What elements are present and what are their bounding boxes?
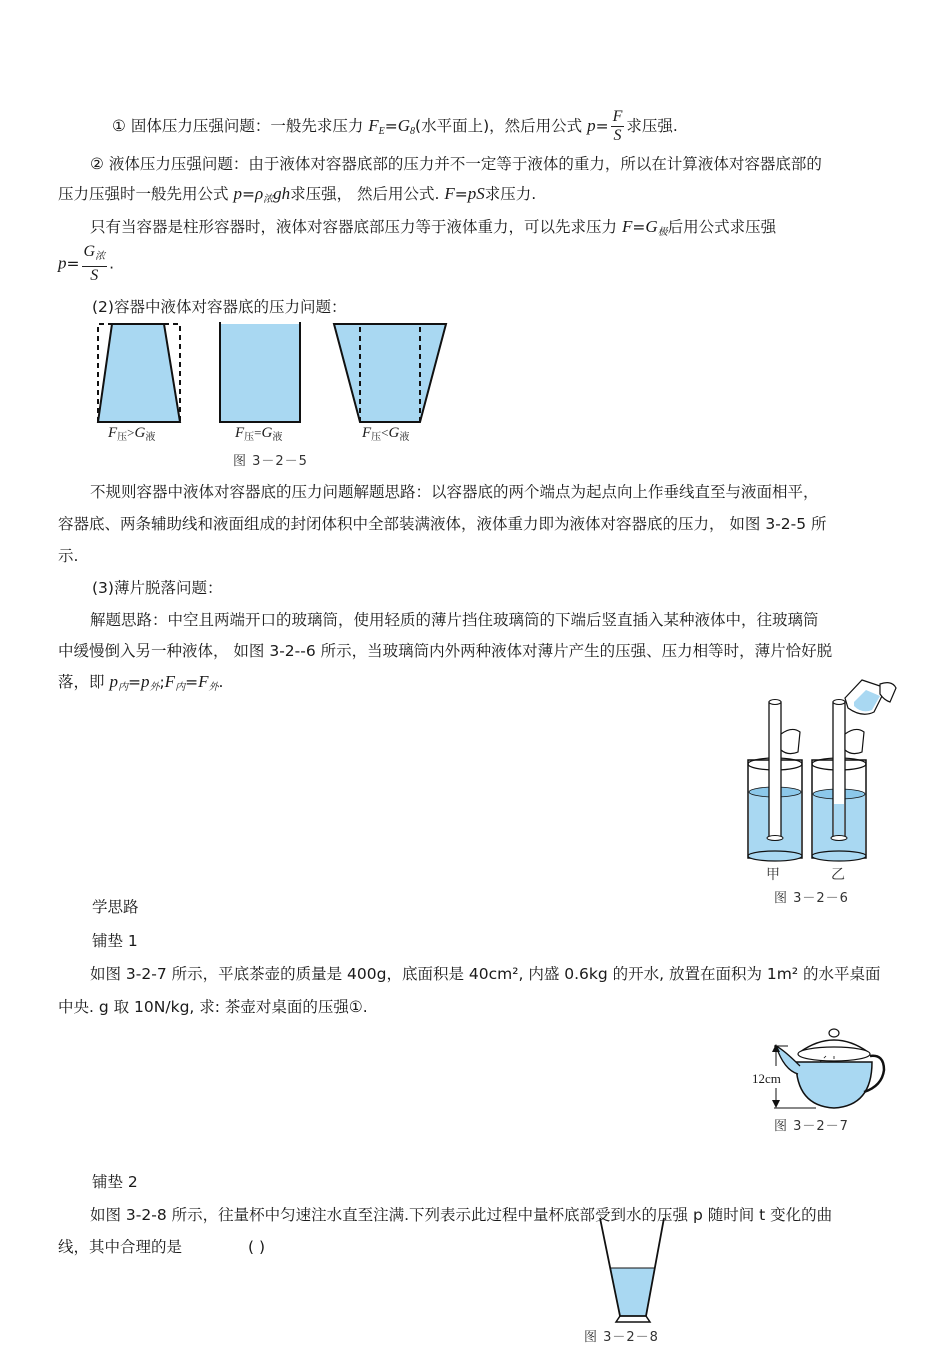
beaker-a (748, 700, 802, 862)
section-3-title: (3)薄片脱落问题： (92, 579, 223, 597)
label-jia: 甲 (766, 867, 781, 883)
caption-3-2-6: 图 3－2－6 (774, 891, 849, 906)
figure-3-2-8 (596, 1204, 676, 1324)
pad-1-line-2: 中央. g 取 10N/kg, 求: 茶壶对桌面的压强①. (58, 998, 368, 1016)
caption-3-2-7: 图 3－2－7 (774, 1119, 849, 1134)
section-2-title: (2)容器中液体对容器底的压力问题： (92, 298, 347, 316)
thin-sheet-line-1: 解题思路：中空且两端开口的玻璃筒，使用轻质的薄片挡住玻璃筒的下端后竖直插入某种液体中，往玻璃筒 (90, 611, 819, 629)
caption-3-2-8: 图 3－2－8 (584, 1330, 659, 1345)
fraction-G-over-S: $\frac{G_浓}{S}$ (83, 243, 106, 284)
pad-1-line-1: 如图 3-2-7 所示，平底茶壶的质量是 400g，底面积是 40cm², 内盛 0.6kg 的开水, 放置在面积为 1m² 的水平桌面 (90, 965, 881, 983)
height-label-12cm: 12cm (752, 1071, 781, 1086)
liquid-pressure-line-2: 压力压强时一般先用公式 $p=\rho_浓gh$求压强， 然后用公式. F=pS求压力. (58, 184, 537, 205)
thin-sheet-line-2: 中缓慢倒入另一种液体， 如图 3-2--6 所示，当玻璃筒内外两种液体对薄片产生的压强、压力相等时，薄片恰好脱 (58, 642, 833, 660)
cylinder-line-2: p= $\frac{G_浓}{S}$ . (58, 243, 114, 284)
pad-2-line-1: 如图 3-2-8 所示，往量杯中匀速注水直至注满.下列表示此过程中量杯底部受到水的压强 p 随时间 t 变化的曲 (90, 1206, 833, 1224)
irregular-line-2: 容器底、两条辅助线和液面组成的封闭体积中全部装满液体，液体重力即为液体对容器底的压力， 如图 3-2-5 所 (58, 515, 827, 533)
teapot (772, 1029, 884, 1108)
label-f-equal-g: $F_压=G_液$ (235, 425, 283, 443)
pad-2-line-2: 线，其中合理的是 ( ) (58, 1238, 266, 1256)
caption-3-2-5: 图 3－2－5 (233, 454, 308, 469)
irregular-line-1: 不规则容器中液体对容器底的压力问题解题思路：以容器底的两个端点为起点向上作垂线直至与液面相平， (90, 483, 819, 501)
irregular-line-3: 示. (58, 547, 79, 565)
formula-line-1: ① 固体压力压强问题：一般先求压力 $F_E=G_8$(水平面上)，然后用公式 p= $\frac{F}{S}$ 求压强. (112, 108, 678, 144)
learning-heading: 学思路 (92, 898, 139, 916)
label-yi: 乙 (831, 867, 846, 883)
thin-sheet-line-3: 落，即 $p_内=p_外;F_内=F_外$. (58, 672, 224, 693)
beaker-b (812, 680, 896, 861)
liquid-pressure-line-1: ② 液体压力压强问题：由于液体对容器底部的压力并不一定等于液体的重力，所以在计算液体对容器底部的 (90, 155, 822, 173)
answer-bracket[interactable]: ( ) (248, 1238, 266, 1256)
figure-3-2-7 (760, 1022, 890, 1112)
figure-3-2-5 (90, 322, 450, 432)
container-narrow-bottom (334, 324, 446, 422)
pad-1-title: 铺垫 1 (92, 932, 138, 950)
measuring-cup (600, 1218, 664, 1322)
pad-2-title: 铺垫 2 (92, 1173, 138, 1191)
container-cylinder (220, 322, 300, 422)
label-f-greater-g: $F_压>G_液$ (108, 425, 156, 443)
container-wide-top (98, 324, 180, 422)
figure-3-2-6 (740, 672, 900, 872)
fraction-F-over-S: $\frac{F}{S}$ (612, 108, 623, 144)
cylinder-line-1: 只有当容器是柱形容器时，液体对容器底部压力等于液体重力，可以先求压力 $F=G_极$后用公式求压强 (90, 217, 777, 238)
label-f-less-g: $F_压<G_液$ (362, 425, 410, 443)
